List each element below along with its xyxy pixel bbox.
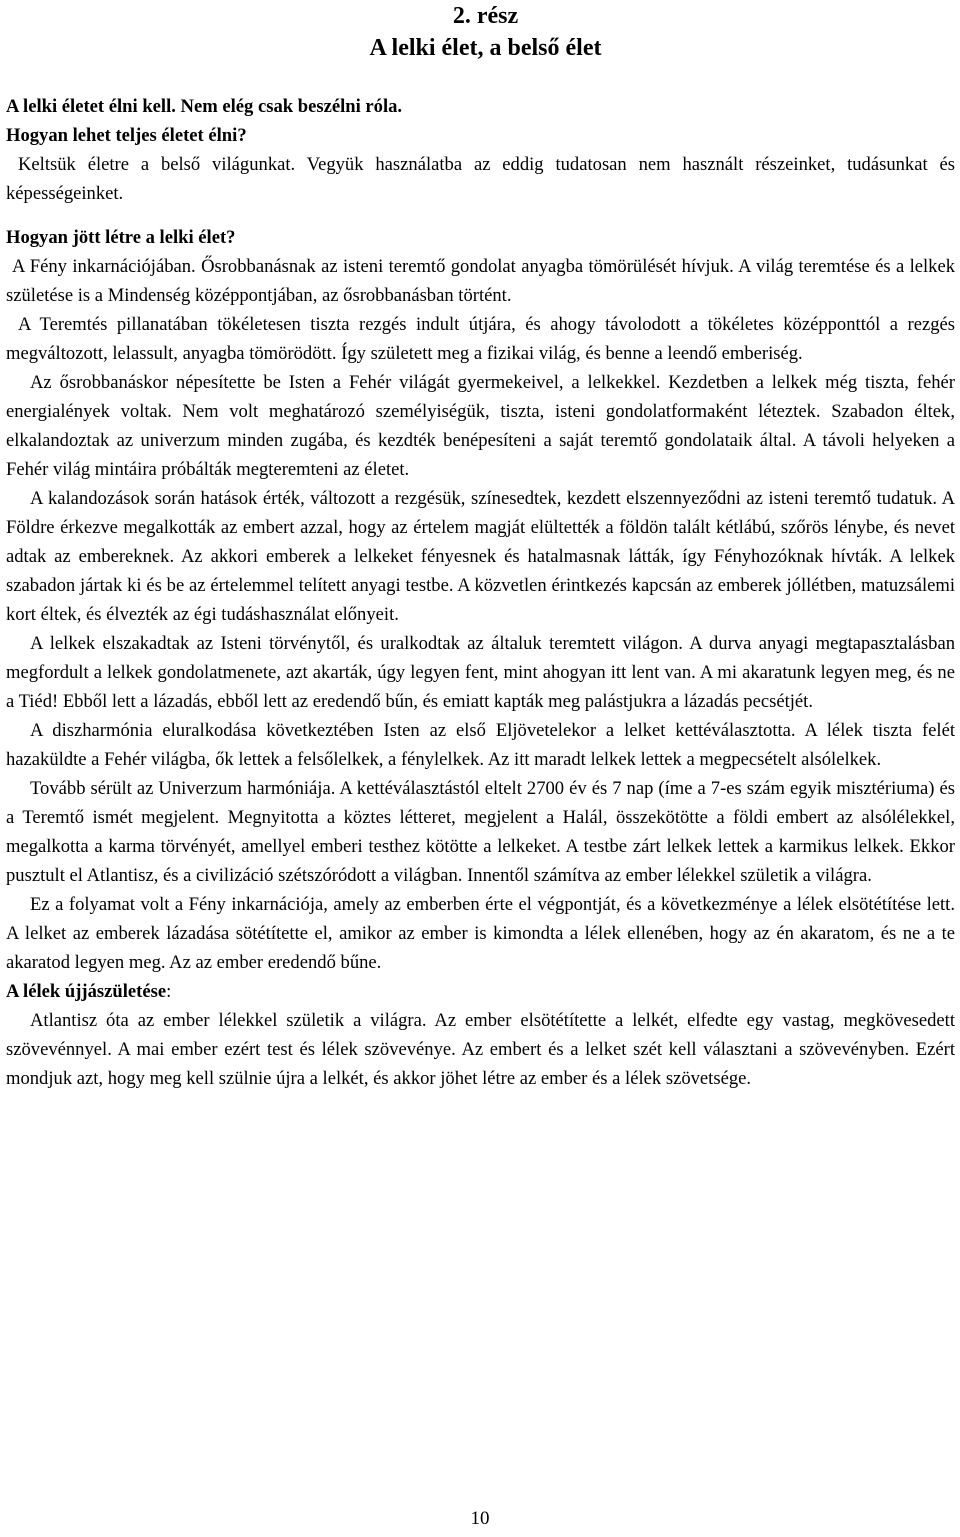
chapter-header [6, 0, 955, 64]
part-label: 2. rész [452, 3, 519, 29]
section-heading-2-row [6, 977, 955, 1006]
section-heading-2: A lélek újjászületése [6, 981, 167, 1002]
paragraph-5: A lelkek elszakadtak az Isteni törvénytől, és uralkodtak az általuk teremtett világon. A durva anyagi megtapasztalásban megfordult a lelkek gondolatmenete, azt akarták, úgy legyen fent, mint ahogyan itt lent van. A mi akaratunk legyen meg, és ne a Tiéd! Ebből lett a lázadás, ebből lett az eredendő bűn, és emiatt kapták meg palástjukra a lázadás pecsétjét. [6, 633, 955, 712]
spacer [6, 208, 955, 223]
paragraph-9: Atlantisz óta az ember lélekkel születik a világra. Az ember elsötétítette a lelkét, elfedte egy vastag, megkövesedett szövevénnyel. A mai ember ezért test és lélek szövevénye. Az embert és a lelket szét kell választani a szövevényben. Ezért mondjuk azt, hogy meg kell szülnie újra a lelkét, és akkor jöhet létre az ember és a lélek szövetsége. [6, 1010, 955, 1089]
paragraph-1: A Fény inkarnációjában. Ősrobbanásnak az isteni teremtő gondolat anyagba tömörülését hívjuk. A világ teremtése és a lelkek születése is a Mindenség középpontjában, az ősrobbanásban történt. [6, 256, 955, 306]
paragraph-8: Ez a folyamat volt a Fény inkarnációja, amely az emberben érte el végpontját, és a következménye a lélek elsötétítése lett. A lelket az emberek lázadása sötétítette el, amikor az ember is kimondta a lélek ellenében, hogy az én akaratom, és ne a te akaratod legyen meg. Az az ember eredendő bűne. [6, 894, 955, 973]
section-heading-1: Hogyan jött létre a lelki élet? [6, 227, 236, 248]
page-number: 10 [470, 1508, 490, 1529]
intro-line-2: Hogyan lehet teljes életet élni? [6, 125, 247, 146]
document-page [6, 0, 955, 1093]
intro-paragraph: Keltsük életre a belső világunkat. Vegyük használatba az eddig tudatosan nem használt részeinket, tudásunkat és képességeinket. [6, 154, 955, 204]
body-text [6, 92, 955, 1093]
section-heading-2-colon: : [166, 981, 172, 1002]
paragraph-7: Tovább sérült az Univerzum harmóniája. A kettéválasztástól eltelt 2700 év és 7 nap (íme a 7-es szám egyik misztériuma) és a Teremtő ismét megjelent. Megnyitotta a köztes létteret, megjelent a Halál, összekötötte a földi embert az alsólélekkel, megalkotta a karma törvényét, amellyel emberi testhez kötötte a lelkeket. A testbe zárt lelkek lettek a karmikus lelkek. Ekkor pusztult el Atlantisz, és a civilizáció szétszóródott a világban. Innentől számítva az ember lélekkel születik a világra. [6, 778, 955, 886]
paragraph-2: A Teremtés pillanatában tökéletesen tiszta rezgés indult útjára, és ahogy távolodott a tökéletes középponttól a rezgés megváltozott, lelassult, anyagba tömörödött. Így született meg a fizikai világ, és benne a leendő emberiség. [6, 314, 955, 364]
intro-line-1: A lelki életet élni kell. Nem elég csak beszélni róla. [6, 96, 403, 117]
paragraph-3: Az ősrobbanáskor népesítette be Isten a Fehér világát gyermekeivel, a lelkekkel. Kezdetben a lelkek még tiszta, fehér energialények voltak. Nem volt meghatározó személyiségük, tiszta, isteni gondolatformaként léteztek. Szabadon éltek, elkalandoztak az univerzum minden zugába, és kezdték benépesíteni a saját teremtő gondolataik által. A távoli helyeken a Fehér világ mintáira próbálták megteremteni az életet. [6, 372, 955, 480]
chapter-title: A lelki élet, a belső élet [369, 35, 602, 61]
paragraph-4: A kalandozások során hatások érték, változott a rezgésük, színesedtek, kezdett elszennyeződni az isteni teremtő tudatuk. A Földre érkezve megalkották az embert azzal, hogy az értelem magját elültették a földön talált kétlábú, szőrös lénybe, és nevet adtak az embereknek. Az akkori emberek a lelkeket fényesnek és hatalmasnak látták, így Fényhozóknak hívták. A lelkek szabadon jártak ki és be az értelemmel telített anyagi testbe. A közvetlen érintkezés kapcsán az emberek jóllétben, matuzsálemi kort éltek, és élvezték az égi tudáshasználat előnyeit. [6, 488, 955, 625]
paragraph-6: A diszharmónia eluralkodása következtében Isten az első Eljövetelekor a lelket kettéválasztotta. A lélek tiszta felét hazaküldte a Fehér világba, ők lettek a felsőlelkek, a fénylelkek. Az itt maradt lelkek lettek a megpecsételt alsólelkek. [6, 720, 955, 770]
